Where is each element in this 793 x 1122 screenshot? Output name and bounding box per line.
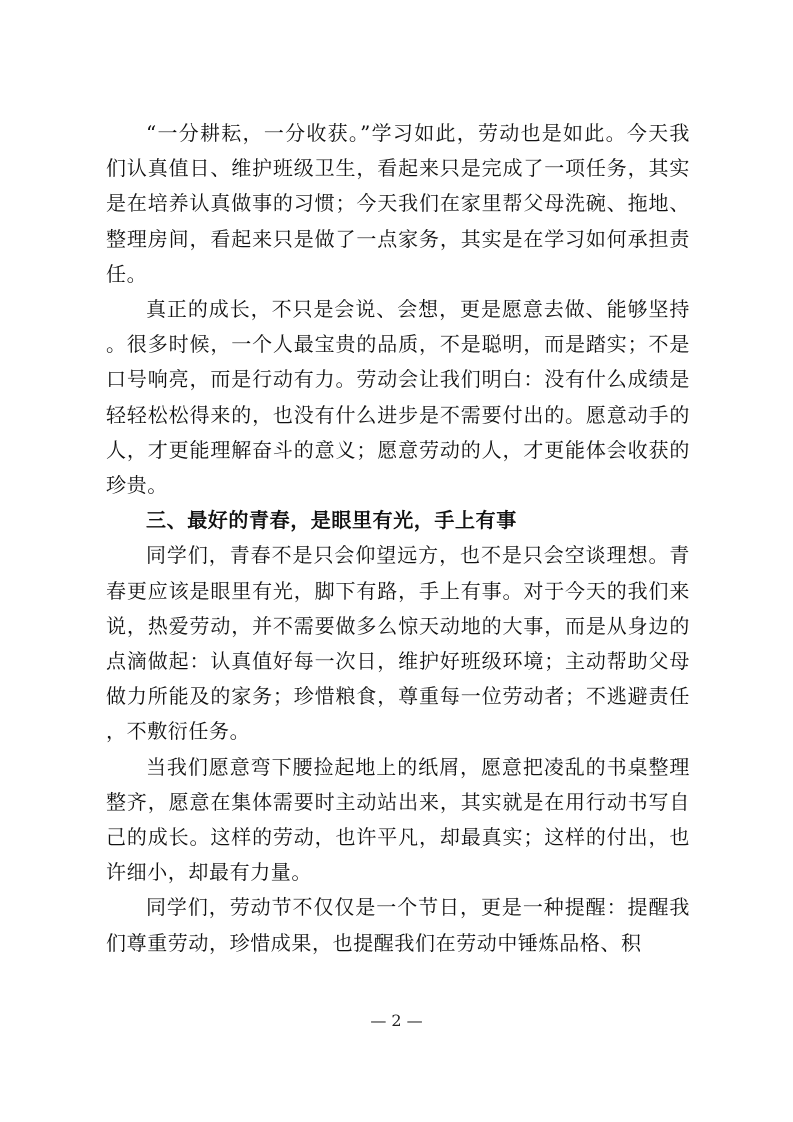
paragraph: “一分耕耘，一分收获。”学习如此，劳动也是如此。今天我们认真值日、维护班级卫生，看起来只是完成了一项任务，其实是在培养认真做事的习惯；今天我们在家里帮父母洗碗、拖地、整理房间，看起来只是做了一点家务，其实是在学习如何承担责任。 (106, 121, 690, 286)
paragraph: 同学们，青春不是只会仰望远方，也不是只会空谈理想。青春更应该是眼里有光，脚下有路，手上有事。对于今天的我们来说，热爱劳动，并不需要做多么惊天动地的大事，而是从身边的点滴做起：认真值好每一次日，维护好班级环境；主动帮助父母做力所能及的家务；珍惜粮食，尊重每一位劳动者；不逃避责任，不敷衍任务。 (106, 543, 690, 744)
paragraph: 真正的成长，不只是会说、会想，更是愿意去做、能够坚持。很多时候，一个人最宝贵的品质，不是聪明，而是踏实；不是口号响亮，而是行动有力。劳动会让我们明白：没有什么成绩是轻轻松松得来的，也没有什么进步是不需要付出的。愿意动手的人，才更能理解奋斗的意义；愿意劳动的人，才更能体会收获的珍贵。 (106, 297, 690, 498)
paragraph: 当我们愿意弯下腰捡起地上的纸屑，愿意把凌乱的书桌整理整齐，愿意在集体需要时主动站出来，其实就是在用行动书写自己的成长。这样的劳动，也许平凡，却最真实；这样的付出，也许细小，却最有力量。 (106, 754, 690, 885)
page-number: — 2 — (370, 1011, 423, 1030)
paragraph: 同学们，劳动节不仅仅是一个节日，更是一种提醒：提醒我们尊重劳动，珍惜成果，也提醒我们在劳动中锤炼品格、积 (106, 895, 690, 955)
section-heading: 三、最好的青春，是眼里有光，手上有事 (146, 508, 517, 533)
document-body (106, 116, 690, 961)
